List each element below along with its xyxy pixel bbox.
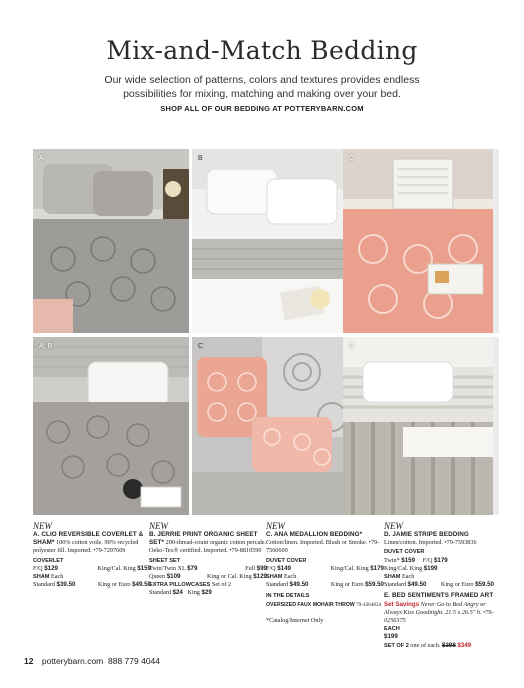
price: $109 [166,573,181,581]
set-of-2: Set of 2 [211,581,232,589]
product-title: C. ANA MEDALLION BEDDING* [266,531,363,538]
price: $29 [201,589,212,597]
price: $49.50 [289,581,309,589]
photo-tag: B [198,155,203,162]
new-badge: NEW [266,521,285,531]
duvet-cover-label: DUVET COVER [266,557,307,564]
photo-a-clio-coverlet [33,149,189,333]
price-row [33,581,151,589]
size-label: Standard [266,581,288,589]
price: $129 [44,564,58,572]
art-title: E. BED SENTIMENTS FRAMED ART [384,592,494,600]
photo-d-jamie-stripe [343,337,499,515]
new-badge: NEW [149,521,168,531]
price: $39.50 [56,581,76,589]
size-label: King/Cal. King [330,564,369,572]
price: $129 [253,573,267,581]
price-row [149,573,267,581]
sham-each: Each [51,573,64,581]
intro-text: Our wide selection of patterns, colors and textures provides endless possibilities for mixing, matching and making over your bed. [104,74,420,100]
sham-label: SHAM [33,574,50,581]
product-desc: Linen/cotton. Imported. •79-7593836 [384,539,477,547]
size-label: F/Q [422,556,433,564]
size-label: Twin/Twin XL [149,564,186,572]
product-title: D. JAMIE STRIPE BEDDING [384,531,469,538]
size-label: King or Euro [97,581,131,589]
photo-c-ana-medallion [343,149,499,333]
product-desc: Cotton/linen. Imported. Blush or Smoke. •79-7560600 [266,539,380,555]
details-text: OVERSIZED FAUX MOHAIR THROW [266,601,355,608]
size-label: King/Cal. King [97,564,136,572]
product-d-jamie [384,522,494,650]
product-title: A. CLIO REVERSIBLE COVERLET & SHAM* [33,531,144,547]
price: $179 [433,556,448,564]
size-label: King/Cal. King [384,564,423,572]
price: $199 [423,564,438,572]
price: $99 [256,564,267,572]
price-row [149,589,267,597]
sham-label: SHAM [266,574,283,581]
price: $24 [172,589,183,597]
new-badge: NEW [384,521,403,531]
photo-b-jerrie-sheet [192,149,348,333]
duvet-cover-label: DUVET COVER [384,549,425,556]
price: $79 [187,564,198,572]
page-title: Mix-and-Match Bedding [106,36,418,65]
product-a-clio [33,522,151,589]
product-desc: 200-thread-count organic cotton percale. Oeko-Tex® certified. Imported. •79-8810590 [149,539,267,555]
price: $179 [370,564,384,572]
size-label: F/Q [266,564,276,572]
in-the-details-label: IN THE DETAILS [266,593,310,600]
each-label: EACH [384,626,400,633]
price: $159 [137,564,151,572]
size-label: King or Euro [330,581,364,589]
phone-number: 888 779 4044 [108,656,160,666]
coverlet-label: COVERLET [33,557,64,564]
set-old-price: $398 [442,641,456,649]
price: $49.50 [407,581,427,589]
sham-label: SHAM [384,574,401,581]
price-row [149,565,267,573]
product-title: B. JERRIE PRINT ORGANIC SHEET SET* [149,531,258,547]
price: $59.50 [475,581,494,589]
set-of-2-label: SET OF 2 [384,642,409,649]
price: $49.50 [132,581,151,589]
price: $59.50 [365,581,384,589]
details-sku: 79-4364824 [356,601,382,608]
photo-tag: C [198,343,204,350]
sham-each: Each [284,573,297,581]
sham-each: Each [402,573,415,581]
set-savings-label: Set Savings [384,600,420,608]
price-row [33,565,151,573]
page-footer [24,656,160,666]
price-row [384,557,494,565]
each-price: $199 [384,633,398,641]
size-label: Full [245,564,256,572]
size-label: King or Cal. King [207,573,252,581]
art-desc: Never Go to Bed Angry or Always Kiss Goodnight. 21.5 x 26.5" h. •79-0256375 [384,600,494,625]
set-text: one of each. [410,641,441,649]
page-number: 12 [24,656,34,666]
site-url[interactable]: potterybarn.com [41,656,104,666]
price: $149 [277,564,291,572]
size-label: Standard [33,581,55,589]
photo-tag: C [349,155,355,162]
photo-tag: A, B [39,343,53,350]
product-b-jerrie [149,522,267,598]
product-c-ana [266,522,384,625]
price-row [266,565,384,573]
set-sale-price: $349 [457,641,472,649]
sheet-set-label: SHEET SET [149,557,181,564]
size-label: Twin* [384,556,400,564]
new-badge: NEW [33,521,52,531]
photo-c-pillows [192,337,348,515]
price-row [266,581,384,589]
photo-tag: D [349,343,355,350]
catalog-note: *Catalog/Internet Only [266,616,324,624]
photo-ab-combo [33,337,189,515]
size-label: King [187,589,200,597]
price-row [384,581,494,589]
size-label: Standard [149,589,171,597]
product-desc: 100% cotton voile. 90% recycled polyester fill. Imported. •79-7297609 [33,539,139,555]
extra-pillowcases-label: EXTRA PILLOWCASES [149,582,211,589]
price-row [384,565,494,573]
shop-all-link[interactable]: SHOP ALL OF OUR BEDDING AT POTTERYBARN.COM [160,104,364,113]
size-label: King or Euro [440,581,474,589]
photo-tag: A [39,155,44,162]
size-label: F/Q [33,564,43,572]
size-label: Queen [149,573,166,581]
size-label: Standard [384,581,406,589]
price: $159 [401,556,416,564]
